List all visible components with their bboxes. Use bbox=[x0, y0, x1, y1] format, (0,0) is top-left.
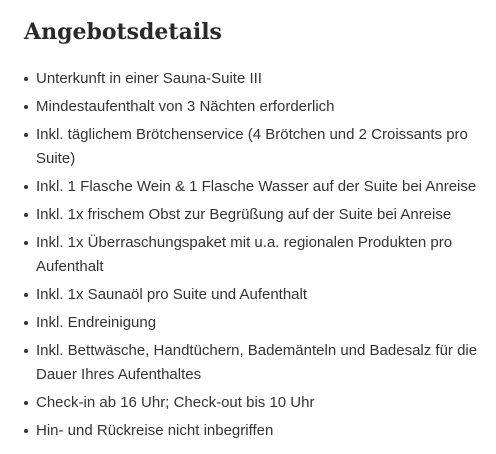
list-item bbox=[24, 203, 484, 227]
list-item bbox=[24, 283, 484, 307]
bullet-icon bbox=[24, 77, 28, 81]
list-item-text: Inkl. Bettwäsche, Handtüchern, Bademänteln und Badesalz für die Dauer Ihres Aufenthaltes bbox=[36, 342, 478, 383]
list-item-text: Mindestaufenthalt von 3 Nächten erforderlich bbox=[36, 98, 335, 115]
list-item-text: Inkl. täglichem Brötchenservice (4 Brötchen und 2 Croissants pro Suite) bbox=[36, 126, 468, 167]
list-item-text: Inkl. 1 Flasche Wein & 1 Flasche Wasser auf der Suite bei Anreise bbox=[36, 178, 477, 195]
bullet-icon bbox=[24, 321, 28, 325]
list-item bbox=[24, 419, 484, 443]
offer-details-section bbox=[24, 14, 484, 447]
bullet-icon bbox=[24, 293, 28, 297]
list-item bbox=[24, 339, 484, 387]
list-item-text: Unterkunft in einer Sauna-Suite III bbox=[36, 70, 262, 87]
list-item bbox=[24, 231, 484, 279]
offer-details-list bbox=[24, 67, 484, 443]
list-item bbox=[24, 67, 484, 91]
bullet-icon bbox=[24, 185, 28, 189]
bullet-icon bbox=[24, 349, 28, 353]
list-item bbox=[24, 175, 484, 199]
section-title: Angebotsdetails bbox=[24, 19, 222, 45]
list-item-text: Inkl. 1x frischem Obst zur Begrüßung auf der Suite bei Anreise bbox=[36, 206, 452, 223]
bullet-icon bbox=[24, 213, 28, 217]
list-item bbox=[24, 391, 484, 415]
list-item bbox=[24, 95, 484, 119]
list-item bbox=[24, 123, 484, 171]
bullet-icon bbox=[24, 241, 28, 245]
list-item-text: Inkl. Endreinigung bbox=[36, 314, 157, 331]
bullet-icon bbox=[24, 133, 28, 137]
list-item-text: Inkl. 1x Überraschungspaket mit u.a. regionalen Produkten pro Aufenthalt bbox=[36, 234, 453, 275]
list-item-text: Inkl. 1x Saunaöl pro Suite und Aufenthalt bbox=[36, 286, 308, 303]
list-item-text: Check-in ab 16 Uhr; Check-out bis 10 Uhr bbox=[36, 394, 315, 411]
bullet-icon bbox=[24, 429, 28, 433]
list-item-text: Hin- und Rückreise nicht inbegriffen bbox=[36, 422, 274, 439]
list-item bbox=[24, 311, 484, 335]
bullet-icon bbox=[24, 105, 28, 109]
bullet-icon bbox=[24, 401, 28, 405]
